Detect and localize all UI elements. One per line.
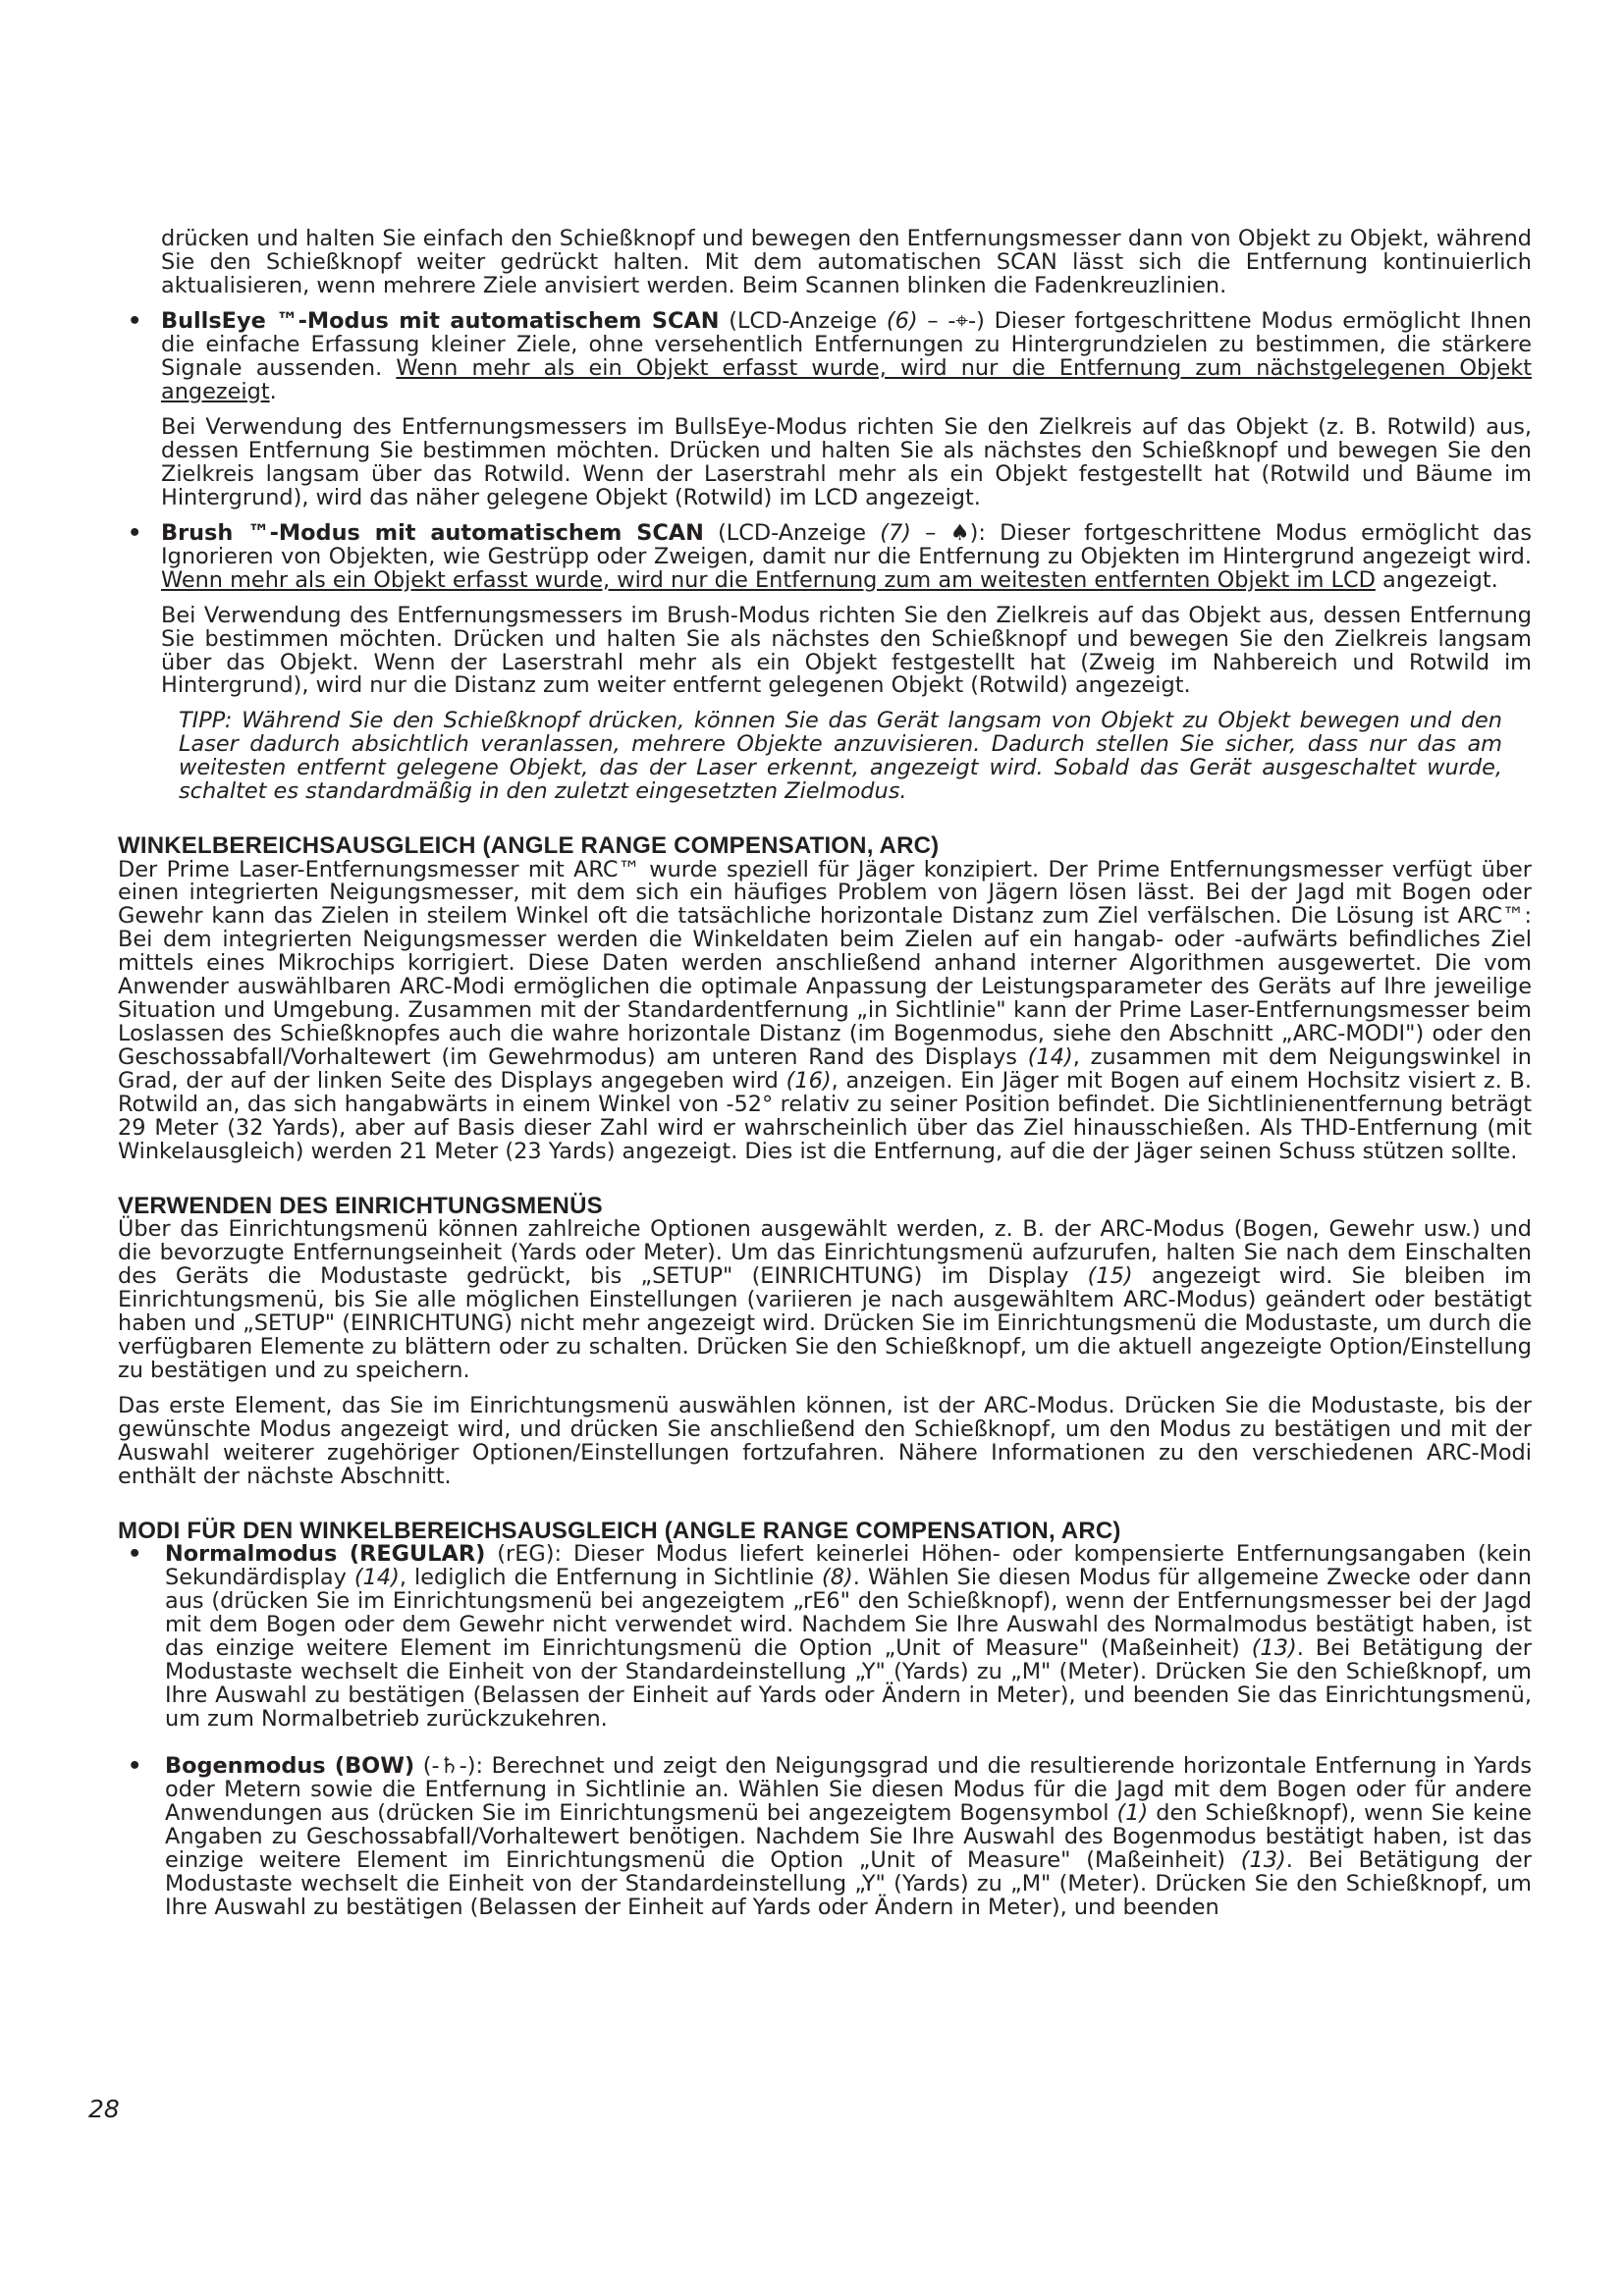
bullseye-item [118,307,1533,510]
bullseye-paragraph: BullsEye ™-Modus mit automatischem SCAN (LCD-Anzeige (6) – -⌖-) Dieser fortgeschrittene Modus ermöglicht Ihnen die einfache Erfassung kleiner Ziele, ohne versehentlich Entfernungen zu Hintergrundzielen zu bestimmen, die stärkere Signale aussenden. Wenn mehr als ein Objekt erfasst wurde, wird nur die Entfernung zum nächstgelegenen Objekt angezeigt. [161,307,1533,404]
page-content [118,228,1532,1920]
setup-paragraph-2: Das erste Element, das Sie im Einrichtungsmenü auswählen können, ist der ARC-Modus. Drücken Sie die Modustaste, bis der gewünschte Modus angezeigt wird, und drücken Sie anschließend den Schießknopf, um den Modus zu bestätigen und mit der Auswahl weiterer zugehöriger Optionen/Einstellungen fortzufahren. Nähere Informationen zu den verschiedenen ARC-Modi enthält der nächste Abschnitt. [118,1393,1532,1489]
bow-paragraph: Bogenmodus (BOW) (-♄-): Berechnet und zeigt den Neigungsgrad und die resultierende horizontale Entfernung in Yards oder Metern sowie die Entfernung in Sichtlinie an. Wählen Sie diesen Modus für die Jagd mit dem Bogen oder für andere Anwendungen aus (drücken Sie im Einrichtungsmenü bei angezeigtem Bogensymbol (1) den Schießknopf), wenn Sie keine Angaben zu Geschossabfall/Vorhaltewert benötigen. Nachdem Sie Ihre Auswahl des Bogenmodus bestätigt haben, ist das einzige weitere Element im Einrichtungsmenü die Option „Unit of Measure" (Maßeinheit) (13). Bei Betätigung der Modustaste wechselt die Einheit von der Standardeinstellung „Y" (Yards) zu „M" (Meter). Drücken Sie den Schießknopf, um Ihre Auswahl zu bestätigen (Belassen der Einheit auf Yards oder Ändern in Meter), und beenden [165,1752,1533,1920]
page-number: 28 [88,2095,120,2123]
brush-icon: ♠ [949,519,970,546]
brush-title: Brush ™-Modus mit automatischem SCAN [161,519,704,546]
bullseye-title: BullsEye ™-Modus mit automatischem SCAN [161,307,720,334]
regular-paragraph: Normalmodus (REGULAR) (rEG): Dieser Modus liefert keinerlei Höhen- oder kompensierte Entfernungsangaben (kein Sekundärdisplay (14), lediglich die Entfernung in Sichtlinie (8). Wählen Sie diesen Modus für allgemeine Zwecke oder dann aus (drücken Sie im Einrichtungsmenü bei angezeigtem „rE6" den Schießknopf), wenn der Entfernungsmesser bei der Jagd mit dem Bogen oder dem Gewehr nicht verwendet wird. Nachdem Sie Ihre Auswahl des Normalmodus bestätigt haben, ist das einzige weitere Element im Einrichtungsmenü die Option „Unit of Measure" (Maßeinheit) (13). Bei Betätigung der Modustaste wechselt die Einheit von der Standardeinstellung „Y" (Yards) zu „M" (Meter). Drücken Sie den Schießknopf, um Ihre Auswahl zu bestätigen (Belassen der Einheit auf Yards oder Ändern in Meter), und beenden Sie das Einrichtungsmenü, um zum Normalbetrieb zurückzukehren. [165,1541,1533,1732]
regular-title: Normalmodus (REGULAR) [165,1541,486,1568]
bullet: • [128,1752,142,1779]
brush-usage: Bei Verwendung des Entfernungsmessers im Brush-Modus richten Sie den Zielkreis auf das Objekt aus, dessen Entfernung Sie bestimmen möchten. Drücken und halten Sie als nächstes den Schießknopf und bewegen Sie den Zielkreis langsam über das Objekt. Wenn der Laserstrahl mehr als ein Objekt festgestellt hat (Zweig im Nahbereich und Rotwild im Hintergrund), wird nur die Distanz zum weiter entfernt gelegenen Objekt (Rotwild) angezeigt. [161,602,1532,699]
bullet: • [128,519,142,546]
bullet: • [128,1541,142,1568]
bow-icon: -♄- [431,1752,467,1779]
bullet: • [128,307,142,334]
brush-item [118,519,1532,711]
arc-paragraph: Der Prime Laser-Entfernungsmesser mit ARC™ wurde speziell für Jäger konzipiert. Der Prime Entfernungsmesser verfügt über einen integrierten Neigungsmesser, mit dem sich ein häufiges Problem von Jägern lösen lässt. Bei der Jagd mit Bogen oder Gewehr kann das Zielen in steilem Winkel oft die tatsächliche horizontale Distanz zum Ziel verfälschen. Die Lösung ist ARC™: Bei dem integrierten Neigungsmesser werden die Winkeldaten beim Zielen auf ein hangab- oder -aufwärts befindliches Ziel mittels eines Mikrochips korrigiert. Diese Daten werden anschließend anhand interner Algorithmen ausgewertet. Die vom Anwender auswählbaren ARC-Modi ermöglichen die optimale Anpassung der Leistungsparameter des Geräts auf Ihre jeweilige Situation und Umgebung. Zusammen mit der Standardentfernung „in Sichtlinie" kann der Prime Laser-Entfernungsmesser beim Loslassen des Schießknopfes auch die wahre horizontale Distanz (im Bogenmodus, siehe den Abschnitt „ARC-MODI") oder den Geschossabfall/Vorhaltewert (im Gewehrmodus) am unteren Rand des Displays (14), zusammen mit dem Neigungswinkel in Grad, der auf der linken Seite des Displays angegeben wird (16), anzeigen. Ein Jäger mit Bogen auf einem Hochsitz visiert z. B. Rotwild an, das sich hangabwärts in einem Winkel von -52° relativ zu seiner Position befindet. Die Sichtlinienentfernung beträgt 29 Meter (32 Yards), aber auf Basis dieser Zahl wird er wahrscheinlich über das Ziel hinausschießen. Als THD-Entfernung (mit Winkelausgleich) werden 21 Meter (23 Yards) angezeigt. Dies ist die Entfernung, auf die der Jäger seinen Schuss stützen sollte. [118,856,1532,1165]
brush-underlined: Wenn mehr als ein Objekt erfasst wurde, wird nur die Entfernung zum am weitesten entfernten Objekt im LCD [161,566,1376,593]
bow-item [118,1752,1533,1920]
bullseye-usage: Bei Verwendung des Entfernungsmessers im BullsEye-Modus richten Sie den Zielkreis auf das Objekt (z. B. Rotwild) aus, dessen Entfernung Sie bestimmen möchten. Drücken und halten Sie als nächstes den Schießknopf und bewegen Sie den Zielkreis langsam über das Rotwild. Wenn der Laserstrahl mehr als ein Objekt festgestellt hat (Rotwild und Bäume im Hintergrund), wird das näher gelegene Objekt (Rotwild) im LCD angezeigt. [161,413,1532,510]
bow-title: Bogenmodus (BOW) [165,1752,415,1779]
tip-paragraph: TIPP: Während Sie den Schießknopf drücken, können Sie das Gerät langsam von Objekt zu Objekt bewegen und den Laser dadurch absichtlich veranlassen, mehrere Objekte anzuvisieren. Dadurch stellen Sie sicher, dass nur das am weitesten entfernt gelegene Objekt, das der Laser erkennt, angezeigt wird. Sobald das Gerät ausgeschaltet wurde, schaltet es standardmäßig in den zuletzt eingesetzten Zielmodus. [179,708,1502,805]
setup-paragraph-1: Über das Einrichtungsmenü können zahlreiche Optionen ausgewählt werden, z. B. der ARC-Modus (Bogen, Gewehr usw.) und die bevorzugte Entfernungseinheit (Yards oder Meter). Um das Einrichtungsmenü aufzurufen, halten Sie nach dem Einschalten des Geräts die Modustaste gedrückt, bis „SETUP" (EINRICHTUNG) im Display (15) angezeigt wird. Sie bleiben im Einrichtungsmenü, bis Sie alle möglichen Einstellungen (variieren je nach ausgewähltem ARC-Modus) geändert oder bestätigt haben und „SETUP" (EINRICHTUNG) nicht mehr angezeigt wird. Drücken Sie im Einrichtungsmenü die Modustaste, um durch die verfügbaren Elemente zu blättern oder zu schalten. Drücken Sie den Schießknopf, um die aktuell angezeigte Option/Einstellung zu bestätigen und zu speichern. [118,1216,1532,1384]
modes-heading: MODI FÜR DEN WINKELBEREICHSAUSGLEICH (ANGLE RANGE COMPENSATION, ARC) [118,1517,1121,1544]
regular-lcd-code: rEG [506,1541,546,1568]
arc-heading: WINKELBEREICHSAUSGLEICH (ANGLE RANGE COMPENSATION, ARC) [118,832,940,860]
regular-item [118,1543,1532,1732]
scan-paragraph: drücken und halten Sie einfach den Schießknopf und bewegen den Entfernungsmesser dann von Objekt zu Objekt, während Sie den Schießknopf weiter gedrückt halten. Mit dem automatischen SCAN lässt sich die Entfernung kontinuierlich aktualisieren, wenn mehrere Ziele anvisiert werden. Beim Scannen blinken die Fadenkreuzlinien. [161,226,1532,298]
brush-paragraph: Brush ™-Modus mit automatischem SCAN (LCD-Anzeige (7) – ♠): Dieser fortgeschrittene Modus ermöglicht das Ignorieren von Objekten, wie Gestrüpp oder Zweigen, damit nur die Entfernung zu Objekten im Hintergrund angezeigt wird. Wenn mehr als ein Objekt erfasst wurde, wird nur die Entfernung zum am weitesten entfernten Objekt im LCD angezeigt. [161,519,1532,593]
setup-heading: VERWENDEN DES EINRICHTUNGSMENÜS [118,1193,603,1220]
bullseye-icon: -⌖- [947,307,977,334]
bullseye-underlined: Wenn mehr als ein Objekt erfasst wurde, wird nur die Entfernung zum nächstgelegenen Objekt angezeigt [161,354,1533,404]
